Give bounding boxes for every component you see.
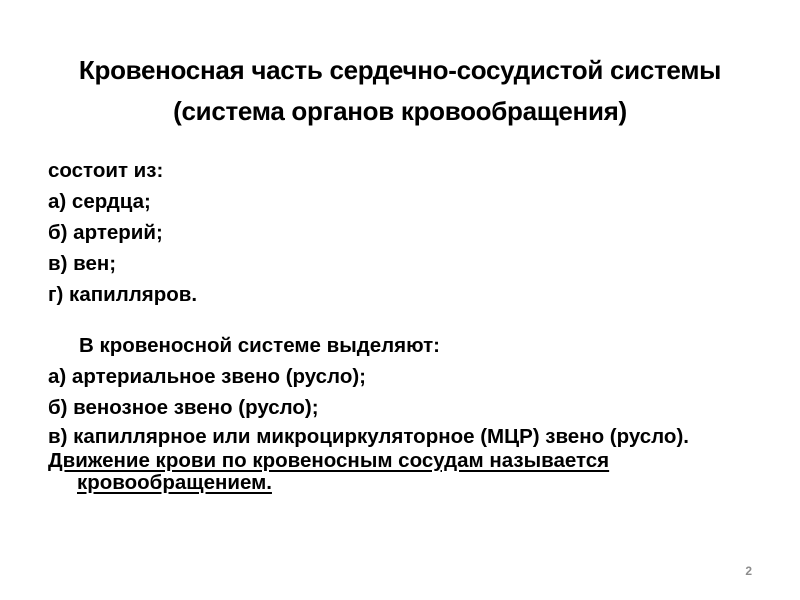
slide-title-line-1: Кровеносная часть сердечно-сосудистой системы — [78, 55, 722, 85]
slide-body — [48, 158, 768, 496]
component-item: а) сердца; — [48, 190, 151, 213]
segment-item: б) венозное звено (русло); — [48, 396, 319, 419]
slide-title — [20, 50, 780, 132]
component-item: в) вен; — [48, 252, 117, 275]
segment-item: а) артериальное звено (русло); — [48, 365, 366, 388]
slide-number: 2 — [745, 564, 752, 578]
component-item: г) капилляров. — [48, 283, 198, 306]
segment-item: в) капиллярное или микроциркуляторное (МЦР) звено (русло). — [48, 425, 689, 448]
segments-intro: В кровеносной системе выделяют: — [79, 334, 440, 357]
section-gap — [48, 313, 768, 333]
conclusion-text: Движение крови по кровеносным сосудам называется кровообращением. — [48, 449, 610, 494]
component-item: б) артерий; — [48, 221, 163, 244]
components-intro: состоит из: — [48, 159, 164, 182]
slide-title-line-2: (система органов кровообращения) — [173, 96, 627, 126]
